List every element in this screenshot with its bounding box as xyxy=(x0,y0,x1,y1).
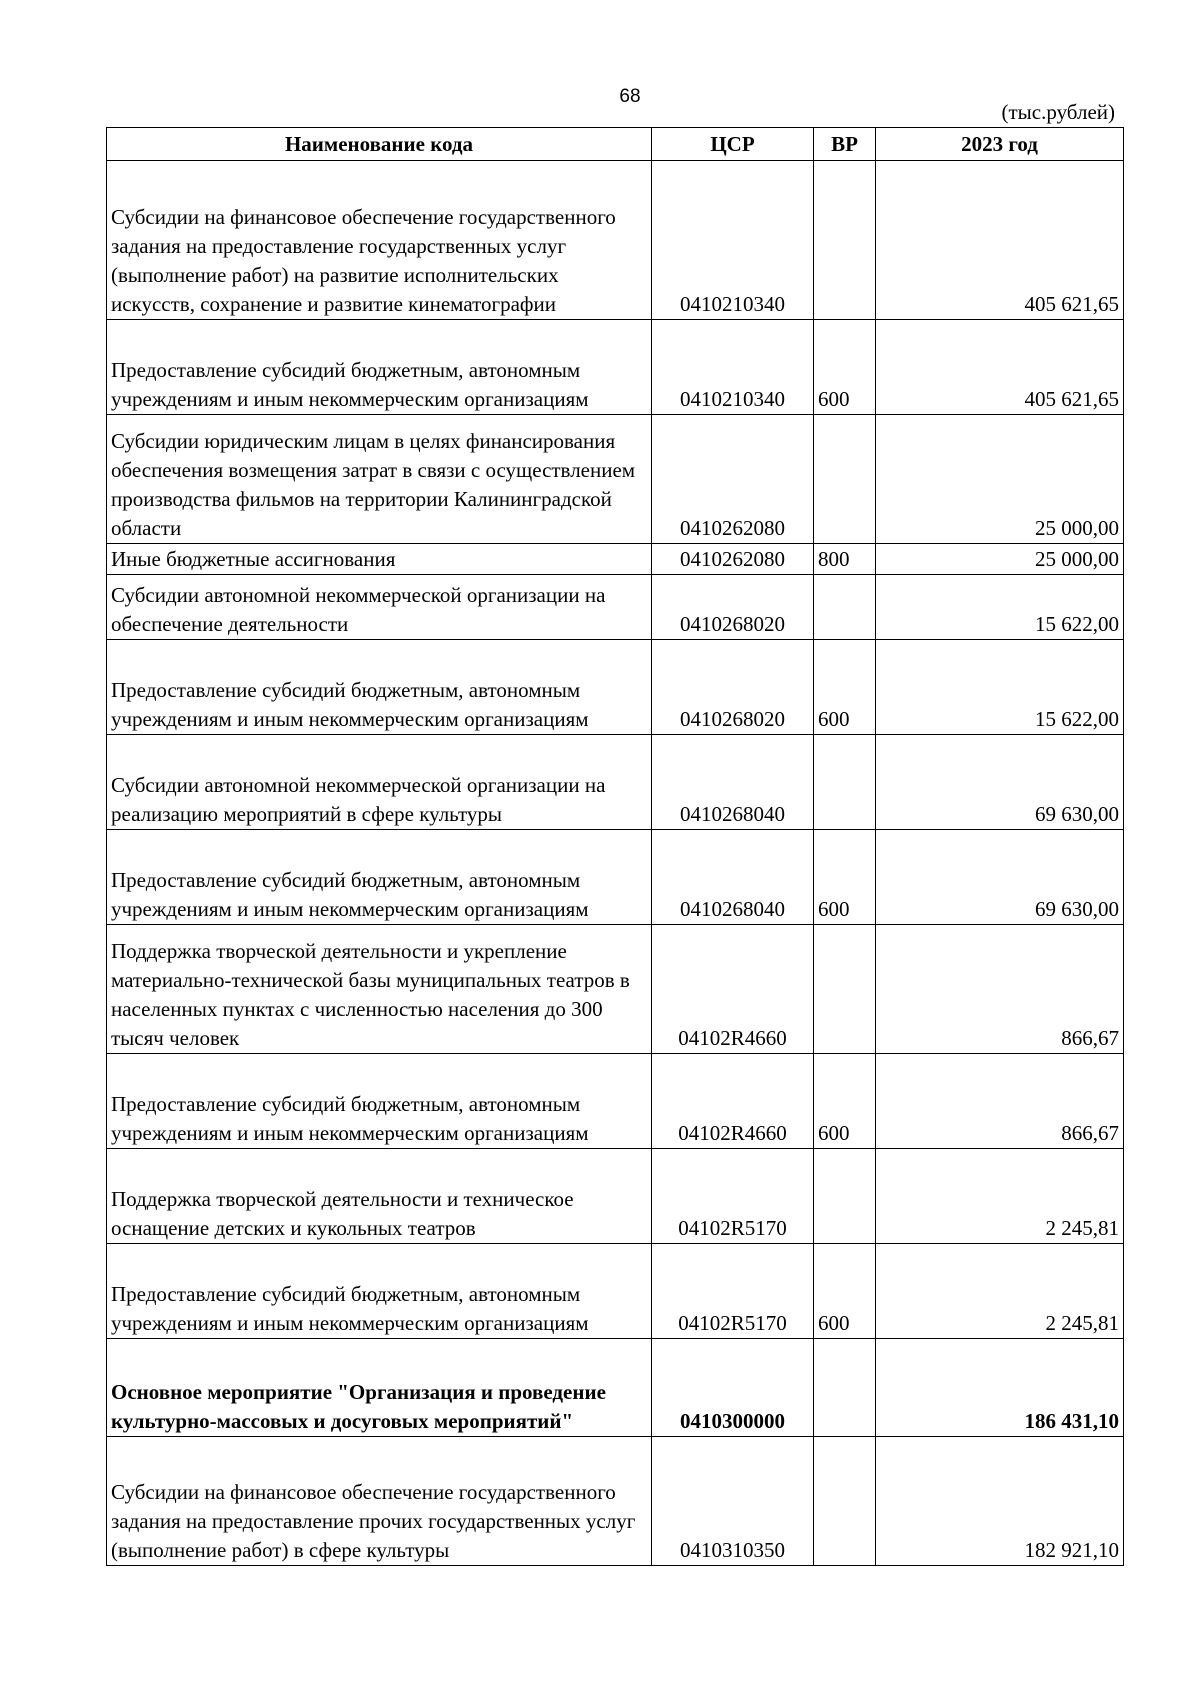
table-row xyxy=(107,161,1124,320)
table-row xyxy=(107,1244,1124,1339)
row-csr-cell: 0410210340 xyxy=(652,161,814,320)
row-name-cell: Предоставление субсидий бюджетным, автономным учреждениям и иным некоммерческим организациям xyxy=(107,1244,652,1339)
row-sum-cell: 2 245,81 xyxy=(876,1149,1124,1244)
row-csr-cell: 0410268040 xyxy=(652,735,814,830)
page-number: 68 xyxy=(619,86,641,107)
row-csr-cell: 0410262080 xyxy=(652,544,814,575)
row-vr-cell: 600 xyxy=(814,1244,876,1339)
row-name-cell: Субсидии на финансовое обеспечение государственного задания на предоставление прочих государственных услуг (выполнение работ) в сфере культуры xyxy=(107,1437,652,1566)
table-row xyxy=(107,735,1124,830)
row-sum-cell: 69 630,00 xyxy=(876,735,1124,830)
row-name-cell: Поддержка творческой деятельности и техническое оснащение детских и кукольных театров xyxy=(107,1149,652,1244)
row-csr-cell: 0410268020 xyxy=(652,575,814,640)
row-csr-cell: 0410210340 xyxy=(652,320,814,415)
table-row xyxy=(107,575,1124,640)
table-row xyxy=(107,830,1124,925)
row-name-cell: Субсидии на финансовое обеспечение государственного задания на предоставление государственных услуг (выполнение работ) на развитие исполнительских искусств, сохранение и развитие кинематографии xyxy=(107,161,652,320)
row-vr-cell: 800 xyxy=(814,544,876,575)
row-sum-cell: 2 245,81 xyxy=(876,1244,1124,1339)
row-name-cell: Предоставление субсидий бюджетным, автономным учреждениям и иным некоммерческим организациям xyxy=(107,830,652,925)
row-csr-cell: 04102R4660 xyxy=(652,1054,814,1149)
row-sum-cell: 69 630,00 xyxy=(876,830,1124,925)
header-csr: ЦСР xyxy=(652,128,814,161)
row-name-cell: Поддержка творческой деятельности и укрепление материально-технической базы муниципальных театров в населенных пунктах с численностью населения до 300 тысяч человек xyxy=(107,925,652,1054)
header-vr: ВР xyxy=(814,128,876,161)
row-name-cell: Иные бюджетные ассигнования xyxy=(107,544,652,575)
row-sum-cell: 405 621,65 xyxy=(876,161,1124,320)
table-row xyxy=(107,1437,1124,1566)
row-csr-cell: 04102R5170 xyxy=(652,1244,814,1339)
units-label: (тыс.рублей) xyxy=(1001,100,1115,124)
row-vr-cell: 600 xyxy=(814,830,876,925)
table-header-row xyxy=(107,128,1124,161)
table-row xyxy=(107,544,1124,575)
row-csr-cell: 0410268020 xyxy=(652,640,814,735)
row-sum-cell: 25 000,00 xyxy=(876,415,1124,544)
table-row xyxy=(107,415,1124,544)
table-row xyxy=(107,1054,1124,1149)
row-csr-cell: 0410262080 xyxy=(652,415,814,544)
row-csr-cell: 0410268040 xyxy=(652,830,814,925)
row-sum-cell: 866,67 xyxy=(876,1054,1124,1149)
row-name-cell: Субсидии юридическим лицам в целях финансирования обеспечения возмещения затрат в связи с осуществлением производства фильмов на территории Калининградской области xyxy=(107,415,652,544)
table-row xyxy=(107,925,1124,1054)
row-vr-cell xyxy=(814,161,876,320)
row-vr-cell xyxy=(814,1339,876,1437)
row-vr-cell xyxy=(814,575,876,640)
row-csr-cell: 0410310350 xyxy=(652,1437,814,1566)
row-vr-cell: 600 xyxy=(814,640,876,735)
row-vr-cell xyxy=(814,735,876,830)
row-name-cell: Предоставление субсидий бюджетным, автономным учреждениям и иным некоммерческим организациям xyxy=(107,640,652,735)
header-year: 2023 год xyxy=(876,128,1124,161)
row-sum-cell: 405 621,65 xyxy=(876,320,1124,415)
row-sum-cell: 15 622,00 xyxy=(876,640,1124,735)
table-row xyxy=(107,320,1124,415)
table-body xyxy=(107,161,1124,1566)
row-name-cell: Субсидии автономной некоммерческой организации на реализацию мероприятий в сфере культуры xyxy=(107,735,652,830)
row-name-cell: Субсидии автономной некоммерческой организации на обеспечение деятельности xyxy=(107,575,652,640)
row-vr-cell xyxy=(814,925,876,1054)
row-sum-cell: 15 622,00 xyxy=(876,575,1124,640)
table-row xyxy=(107,640,1124,735)
row-vr-cell: 600 xyxy=(814,1054,876,1149)
row-sum-cell: 182 921,10 xyxy=(876,1437,1124,1566)
row-name-cell: Предоставление субсидий бюджетным, автономным учреждениям и иным некоммерческим организациям xyxy=(107,1054,652,1149)
row-vr-cell: 600 xyxy=(814,320,876,415)
row-vr-cell xyxy=(814,1437,876,1566)
row-csr-cell: 04102R4660 xyxy=(652,925,814,1054)
row-name-cell: Предоставление субсидий бюджетным, автономным учреждениям и иным некоммерческим организациям xyxy=(107,320,652,415)
row-name-cell: Основное мероприятие "Организация и проведение культурно-массовых и досуговых мероприятий" xyxy=(107,1339,652,1437)
row-sum-cell: 186 431,10 xyxy=(876,1339,1124,1437)
row-csr-cell: 04102R5170 xyxy=(652,1149,814,1244)
row-vr-cell xyxy=(814,1149,876,1244)
row-sum-cell: 866,67 xyxy=(876,925,1124,1054)
header-name: Наименование кода xyxy=(107,128,652,161)
row-csr-cell: 0410300000 xyxy=(652,1339,814,1437)
table-row xyxy=(107,1149,1124,1244)
table-row xyxy=(107,1339,1124,1437)
row-vr-cell xyxy=(814,415,876,544)
row-sum-cell: 25 000,00 xyxy=(876,544,1124,575)
budget-table xyxy=(106,127,1124,1566)
